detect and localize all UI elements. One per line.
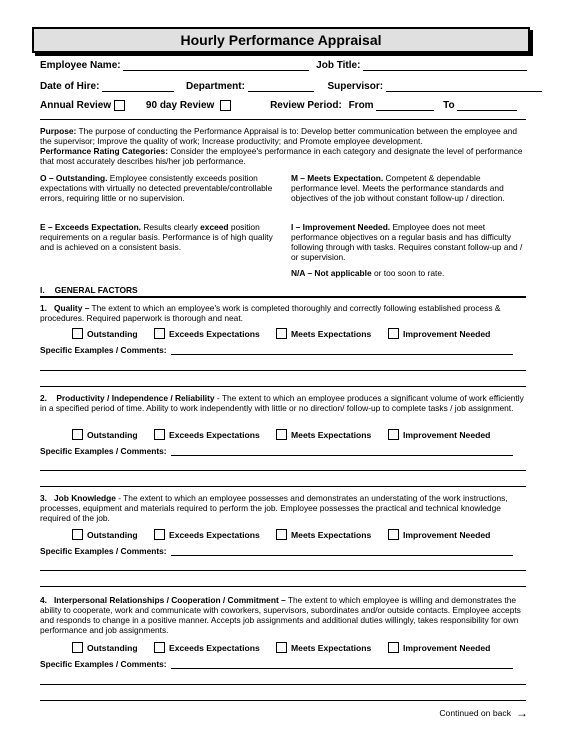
checkbox[interactable] bbox=[388, 642, 399, 653]
comments-field[interactable] bbox=[171, 345, 513, 355]
comments-field[interactable] bbox=[171, 446, 513, 456]
rating-outstanding[interactable] bbox=[72, 328, 154, 339]
rating-row bbox=[72, 642, 490, 653]
factor-job-knowledge bbox=[40, 493, 526, 523]
comments-line[interactable] bbox=[40, 386, 526, 387]
checkbox[interactable] bbox=[388, 529, 399, 540]
definition-improvement bbox=[291, 222, 527, 262]
rating-label: Meets Expectations bbox=[291, 529, 372, 540]
factor-text: - The extent to which an employee produces a significant volume of work efficiently in a specified period of time. Ability to work independently with little or no direction/ follow-up to complete tasks / job assignment. bbox=[40, 393, 524, 413]
header-row-1 bbox=[40, 60, 527, 71]
outstanding-label: O – Outstanding. bbox=[40, 173, 108, 183]
outstanding-text: Employee consistently exceeds position expectations with virtually no detected preventable/controllable errors, requiring little or no supervision. bbox=[40, 173, 273, 203]
from-field[interactable] bbox=[376, 100, 434, 111]
continued-note bbox=[439, 706, 528, 720]
checkbox[interactable] bbox=[388, 328, 399, 339]
comments-row bbox=[40, 345, 513, 355]
rating-improvement[interactable] bbox=[388, 429, 490, 440]
factor-name: Quality – bbox=[53, 303, 90, 313]
rating-label: Exceeds Expectations bbox=[169, 529, 260, 540]
rating-label: Meets Expectations bbox=[291, 429, 372, 440]
purpose-text: The purpose of conducting the Performance Appraisal is to: Develop better communication between the employee and the supervisor; Improve the quality of work; Increase productivity; and Promote employee development. bbox=[40, 126, 518, 146]
comments-line[interactable] bbox=[40, 684, 526, 685]
department-label: Department: bbox=[186, 81, 245, 92]
comments-row bbox=[40, 546, 513, 556]
rating-row bbox=[72, 529, 490, 540]
comments-field[interactable] bbox=[171, 659, 513, 669]
job-title-field[interactable] bbox=[363, 60, 527, 71]
rating-label: Outstanding bbox=[87, 529, 138, 540]
comments-line[interactable] bbox=[40, 570, 526, 571]
definition-meets bbox=[291, 173, 527, 203]
factor-interpersonal bbox=[40, 595, 526, 635]
to-label: To bbox=[443, 100, 455, 112]
annual-review-checkbox[interactable] bbox=[114, 100, 125, 111]
checkbox[interactable] bbox=[276, 328, 287, 339]
job-title-label: Job Title: bbox=[316, 60, 361, 71]
rating-label: Meets Expectations bbox=[291, 328, 372, 339]
factor-name: Productivity / Independence / Reliability bbox=[56, 393, 215, 403]
checkbox[interactable] bbox=[72, 529, 83, 540]
exceeds-bold: exceed bbox=[200, 222, 229, 232]
definition-na bbox=[291, 268, 527, 278]
checkbox[interactable] bbox=[154, 429, 165, 440]
exceeds-text-2: position requirements on a regular basis. Performance is of high quality and is achieved on a consistent basis. bbox=[40, 222, 273, 252]
rating-improvement[interactable] bbox=[388, 328, 490, 339]
section-title: GENERAL FACTORS bbox=[54, 285, 138, 295]
checkbox[interactable] bbox=[154, 328, 165, 339]
factor-text: - The extent to which an employee possesses and demonstrates an understating of the work instructions, processes, equipment and materials required to perform the job. Employee possesses the practical and technical knowledge required of the job. bbox=[40, 493, 508, 523]
review-period-label: Review Period: bbox=[270, 100, 342, 112]
comments-line[interactable] bbox=[40, 370, 526, 371]
supervisor-field[interactable] bbox=[386, 81, 542, 92]
rating-label: Outstanding bbox=[87, 328, 138, 339]
date-of-hire-field[interactable] bbox=[102, 81, 174, 92]
factor-number: 3. bbox=[40, 493, 47, 503]
checkbox[interactable] bbox=[72, 328, 83, 339]
ninety-day-review-label: 90 day Review bbox=[145, 100, 215, 112]
rating-label: Improvement Needed bbox=[403, 429, 491, 440]
exceeds-text-1: Results clearly bbox=[141, 222, 201, 232]
comments-row bbox=[40, 659, 513, 669]
rating-label: Improvement Needed bbox=[403, 328, 491, 339]
comments-field[interactable] bbox=[171, 546, 513, 556]
rating-outstanding[interactable] bbox=[72, 429, 154, 440]
factor-quality bbox=[40, 303, 526, 323]
rating-exceeds[interactable] bbox=[154, 529, 276, 540]
meets-text: Competent & dependable performance level. Meets the performance standards and objectives of the job without constant follow-up / direction. bbox=[291, 173, 505, 203]
form-title bbox=[32, 27, 530, 53]
rating-exceeds[interactable] bbox=[154, 642, 276, 653]
na-text: or too soon to rate. bbox=[371, 268, 445, 278]
comments-label: Specific Examples / Comments: bbox=[40, 345, 167, 355]
header-row-3 bbox=[40, 100, 517, 111]
rating-row bbox=[72, 328, 490, 339]
rating-label: Outstanding bbox=[87, 429, 138, 440]
comments-line[interactable] bbox=[40, 470, 526, 471]
exceeds-label: E – Exceeds Expectation. bbox=[40, 222, 142, 232]
section-rule bbox=[40, 296, 526, 298]
na-label: N/A – Not applicable bbox=[291, 268, 372, 278]
factor-number: 1. bbox=[40, 303, 47, 313]
rating-label: Exceeds Expectations bbox=[169, 642, 260, 653]
rating-outstanding[interactable] bbox=[72, 529, 154, 540]
rating-row bbox=[72, 429, 490, 440]
arrow-right-icon: → bbox=[516, 706, 528, 720]
definition-outstanding bbox=[40, 173, 282, 203]
rating-meets[interactable] bbox=[276, 328, 388, 339]
factor-name: Interpersonal Relationships / Cooperation / Commitment – bbox=[53, 595, 286, 605]
section-number: I. bbox=[40, 285, 45, 295]
rating-label: Exceeds Expectations bbox=[169, 429, 260, 440]
from-label: From bbox=[348, 100, 374, 112]
checkbox[interactable] bbox=[72, 429, 83, 440]
checkbox[interactable] bbox=[276, 529, 287, 540]
section-heading bbox=[40, 285, 138, 295]
comments-line[interactable] bbox=[40, 486, 526, 487]
rating-label: Meets Expectations bbox=[291, 642, 372, 653]
meets-label: M – Meets Expectation. bbox=[291, 173, 384, 183]
rating-meets[interactable] bbox=[276, 529, 388, 540]
categories-text: Consider the employee's performance in each category and designate the level of performance that most accurately describes his/her job performance. bbox=[40, 146, 523, 166]
rating-outstanding[interactable] bbox=[72, 642, 154, 653]
factor-number: 4. bbox=[40, 595, 47, 605]
comments-line[interactable] bbox=[40, 586, 526, 587]
comments-label: Specific Examples / Comments: bbox=[40, 659, 167, 669]
definition-exceeds bbox=[40, 222, 282, 252]
comments-label: Specific Examples / Comments: bbox=[40, 446, 167, 456]
comments-line[interactable] bbox=[40, 700, 526, 701]
form-title-text: Hourly Performance Appraisal bbox=[180, 32, 382, 48]
rating-improvement[interactable] bbox=[388, 642, 490, 653]
employee-name-field[interactable] bbox=[123, 60, 309, 71]
rating-label: Improvement Needed bbox=[403, 642, 491, 653]
checkbox[interactable] bbox=[276, 642, 287, 653]
checkbox[interactable] bbox=[276, 429, 287, 440]
checkbox[interactable] bbox=[72, 642, 83, 653]
factor-name: Job Knowledge bbox=[53, 493, 116, 503]
rating-label: Outstanding bbox=[87, 642, 138, 653]
factor-text: The extent to which employee is willing and demonstrates the ability to cooperate, work and communicate with coworkers, supervisors, subordinates and/or outside contacts. Employee accepts and responds to change in a positive manner. Accepts job assignments and additional duties willingly, takes responsibility for own performance and job assignments. bbox=[40, 595, 521, 635]
improvement-label: I – Improvement Needed. bbox=[291, 222, 391, 232]
purpose-paragraph bbox=[40, 126, 528, 166]
header-row-2 bbox=[40, 81, 542, 92]
rating-label: Improvement Needed bbox=[403, 529, 491, 540]
annual-review-label: Annual Review bbox=[40, 100, 112, 112]
rating-label: Exceeds Expectations bbox=[169, 328, 260, 339]
continued-text: Continued on back bbox=[439, 708, 511, 718]
rating-exceeds[interactable] bbox=[154, 328, 276, 339]
rating-exceeds[interactable] bbox=[154, 429, 276, 440]
rating-improvement[interactable] bbox=[388, 529, 490, 540]
improvement-text: Employee does not meet performance objectives on a regular basis and has difficulty following through with tasks. Requires constant follow-up and / or supervision. bbox=[291, 222, 523, 262]
date-of-hire-label: Date of Hire: bbox=[40, 81, 100, 92]
rating-meets[interactable] bbox=[276, 429, 388, 440]
rating-meets[interactable] bbox=[276, 642, 388, 653]
to-field[interactable] bbox=[457, 100, 517, 111]
employee-name-label: Employee Name: bbox=[40, 60, 121, 71]
factor-productivity bbox=[40, 393, 526, 413]
factor-number: 2. bbox=[40, 393, 47, 403]
categories-label: Performance Rating Categories: bbox=[40, 146, 168, 156]
supervisor-label: Supervisor: bbox=[327, 81, 384, 92]
divider bbox=[40, 119, 526, 120]
factor-text: The extent to which an employee's work is completed thoroughly and correctly following established process & procedures. Required paperwork is thorough and neat. bbox=[40, 303, 501, 323]
comments-row bbox=[40, 446, 513, 456]
checkbox[interactable] bbox=[388, 429, 399, 440]
comments-label: Specific Examples / Comments: bbox=[40, 546, 167, 556]
ninety-day-review-checkbox[interactable] bbox=[220, 100, 231, 111]
checkbox[interactable] bbox=[154, 642, 165, 653]
department-field[interactable] bbox=[248, 81, 314, 92]
purpose-label: Purpose: bbox=[40, 126, 77, 136]
checkbox[interactable] bbox=[154, 529, 165, 540]
